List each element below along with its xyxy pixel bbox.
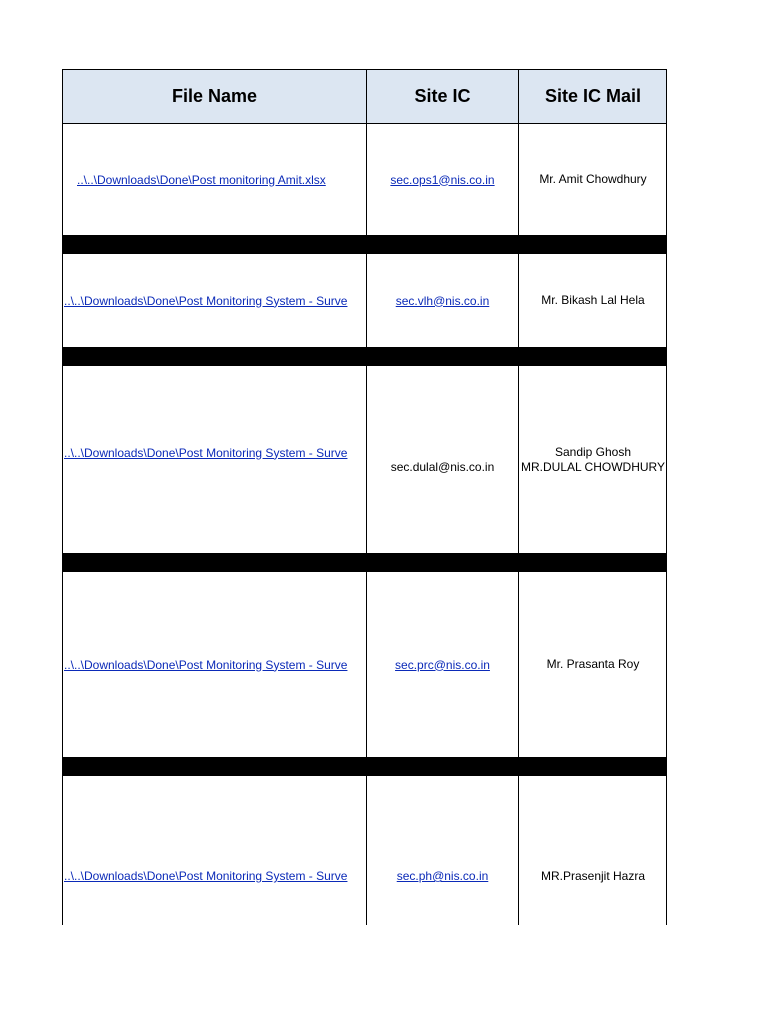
header-site-ic-mail[interactable]: Site IC Mail	[544, 86, 642, 106]
site-ic-mail-cell	[519, 366, 667, 553]
site-ic-mail-cell	[519, 572, 667, 757]
site-ic-mail-line: MR.DULAL CHOWDHURY	[520, 459, 665, 474]
row-separator	[63, 553, 666, 572]
site-ic-cell	[367, 776, 518, 925]
table-row	[63, 124, 666, 235]
table-row	[63, 366, 666, 553]
file-link[interactable]: ..\..\Downloads\Done\Post monitoring Amit.xlsx	[77, 172, 326, 187]
site-ic-text: sec.dulal@nis.co.in	[390, 459, 495, 474]
header-file-name[interactable]: File Name	[171, 86, 258, 106]
site-ic-mail-line: Mr. Prasanta Roy	[546, 657, 640, 671]
site-ic-cell	[367, 572, 518, 757]
row-separator	[63, 757, 666, 776]
file-name-cell	[63, 366, 366, 553]
site-ic-link[interactable]: sec.ops1@nis.co.in	[390, 172, 495, 187]
table-row	[63, 572, 666, 757]
site-ic-cell	[367, 366, 518, 553]
site-ic-mail-cell	[519, 776, 667, 925]
site-ic-mail-line: MR.Prasenjit Hazra	[540, 868, 646, 883]
table-header	[63, 70, 666, 124]
file-name-cell	[63, 124, 366, 235]
site-ic-cell	[367, 124, 518, 235]
table-row	[63, 254, 666, 347]
row-separator	[63, 347, 666, 366]
site-ic-link[interactable]: sec.prc@nis.co.in	[395, 657, 490, 672]
site-ic-mail-cell	[519, 124, 667, 235]
column-divider	[366, 70, 367, 925]
site-ic-mail-line: Mr. Amit Chowdhury	[539, 172, 647, 186]
row-separator	[63, 235, 666, 254]
site-ic-cell	[367, 254, 518, 347]
spreadsheet-table	[62, 69, 667, 925]
header-site-ic[interactable]: Site IC	[414, 86, 471, 106]
file-link[interactable]: ..\..\Downloads\Done\Post Monitoring System - Surve	[64, 445, 348, 460]
column-divider	[518, 70, 519, 925]
file-name-cell	[63, 254, 366, 347]
site-ic-link[interactable]: sec.vlh@nis.co.in	[395, 293, 490, 308]
file-name-cell	[63, 572, 366, 757]
site-ic-link[interactable]: sec.ph@nis.co.in	[396, 869, 489, 883]
file-link[interactable]: ..\..\Downloads\Done\Post Monitoring System - Surve	[64, 293, 348, 308]
site-ic-mail-cell	[519, 254, 667, 347]
table-row	[63, 776, 666, 925]
site-ic-mail-line: Mr. Bikash Lal Hela	[541, 293, 645, 307]
file-link[interactable]: ..\..\Downloads\Done\Post Monitoring System - Surve	[64, 869, 348, 883]
file-name-cell	[63, 776, 366, 925]
site-ic-mail-line: Sandip Ghosh	[554, 444, 632, 459]
file-link[interactable]: ..\..\Downloads\Done\Post Monitoring System - Surve	[64, 657, 348, 672]
